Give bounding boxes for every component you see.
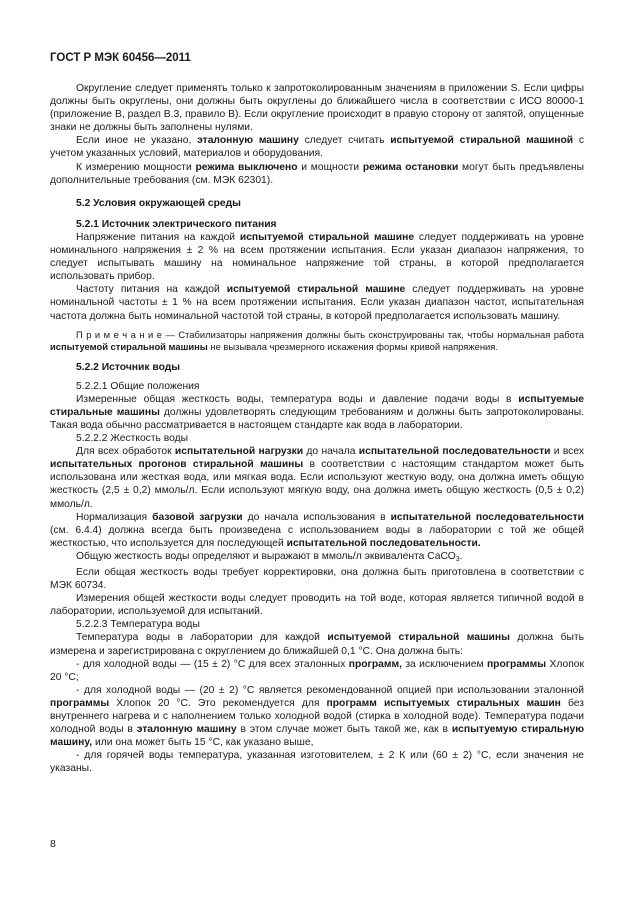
section-heading-5-2-2: 5.2.2 Источник воды: [76, 361, 181, 373]
list-item-cold-water-20: - для холодной воды — (20 ± 2) °С является рекомендованной опцией при использовании эталонной программы Хлопок 20 °С. Это рекомендуется для программ испытуемых стиральных машин без внутреннего нагрева и с наполнением только холодной водой (стирка в холодной воде). Температура подачи холодной воды в эталонную машину в этом случае может быть такой же, как в испытуемую стиральную машину, или она может быть 15 °С, как указано выше,: [50, 684, 585, 749]
note-stabilizers: П р и м е ч а н и е — Стабилизаторы напряжения должны быть сконструированы так, чтобы нормальная работа испытуемой стиральной машины не вызывала чрезмерного искажения формы кривой напряжения.: [50, 328, 584, 352]
section-heading-5-2-2-1: 5.2.2.1 Общие положения: [76, 380, 200, 392]
paragraph-correction: Если общая жесткость воды требует корректировки, она должна быть приготовлена в соответствии с МЭК 60734.: [50, 567, 584, 592]
section-heading-5-2: 5.2 Условия окружающей среды: [76, 197, 241, 209]
paragraph-temperature: Температура воды в лаборатории для каждой испытуемой стиральной машины должна быть измерена и зарегистрирована с округлением до ближайшей 0,1 °С. Она должна быть:: [50, 632, 584, 657]
section-heading-5-2-2-2: 5.2.2.2 Жесткость воды: [76, 433, 189, 445]
paragraph-rounding: Округление следует применять только к запротоколированным значениям в приложении S. Если цифры должны быть округлены, они должны быть округлены до ближайшего числа в соответствии с ИСО 80000-1 (приложение В, раздел В.3, правило В). Если округление происходит в правую сторону от запятой, опущенные знаки не должны быть заполнены нулями.: [50, 83, 584, 134]
paragraph-water-hardness: Для всех обработок испытательной нагрузки до начала испытательной последовательности и всех испытательных прогонов стиральной машины в соответствии с настоящим стандартом может быть использована или жесткая вода, или мягкая вода. Если используют жесткую воду, она должна иметь общую жесткость (2,5 ± 0,2) ммоль/л. Если используют мягкую воду, она должна иметь общую жесткость (0,5 ± 0,2) ммоль/л.: [50, 446, 584, 510]
section-heading-5-2-2-3: 5.2.2.3 Температура воды: [76, 619, 200, 631]
section-heading-5-2-1: 5.2.1 Источник электрического питания: [76, 218, 277, 230]
list-item-cold-water-15: - для холодной воды — (15 ± 2) °С для всех эталонных программ, за исключением программы Хлопок 20 °С;: [50, 658, 584, 683]
list-item-hot-water: - для горячей воды температура, указанная изготовителем, ± 2 К или (60 ± 2) °С, если значения не указаны.: [50, 750, 584, 775]
document-header: ГОСТ Р МЭК 60456—2011: [50, 52, 191, 64]
paragraph-voltage: Напряжение питания на каждой испытуемой стиральной машине следует поддерживать на уровне номинального напряжения ± 2 % на всем протяжении испытания. Если указан диапазон напряжения, то следует испытывать машину на номинальное напряжение той страны, в которой предполагается использовать прибор.: [50, 231, 584, 283]
paragraph-general-water: Измеренные общая жесткость воды, температура воды и давление подачи воды в испытуемые стиральные машины должны удовлетворять следующим требованиям и должны быть запротоколированы. Такая вода обычно рассматривается в настоящем стандарте как вода в лаборатории.: [50, 393, 584, 431]
paragraph-power-measurement: К измерению мощности режима выключено и мощности режима остановки могут быть предъявлены дополнительные требования (см. МЭК 62301).: [50, 161, 584, 186]
paragraph-caco3: Общую жесткость воды определяют и выражают в ммоль/л эквивалента СаСО$_3$.: [76, 550, 463, 563]
paragraph-normalization: Нормализация базовой загрузки до начала использования в испытательной последовательности (см. 6.4.4) должна всегда быть произведена с использованием воды в лаборатории с той же общей жесткостью, что используется для последующей испытательной последовательности.: [50, 511, 584, 549]
document-body: [50, 82, 584, 776]
page-number: 8: [50, 838, 56, 850]
paragraph-frequency: Частоту питания на каждой испытуемой стиральной машине следует поддерживать на уровне номинальной частоты ± 1 % на всем протяжении испытания. Если указан диапазон частот, испытательная частота должна быть номинальной частотой той страны, в которой предполагается использовать машину.: [50, 284, 584, 322]
paragraph-reference-machine: Если иное не указано, эталонную машину следует считать испытуемой стиральной машиной с учетом указанных условий, материалов и оборудования.: [50, 135, 585, 160]
paragraph-measurement: Измерения общей жесткости воды следует проводить на той воде, которая является типичной водой в лаборатории, используемой для испытаний.: [50, 593, 584, 618]
